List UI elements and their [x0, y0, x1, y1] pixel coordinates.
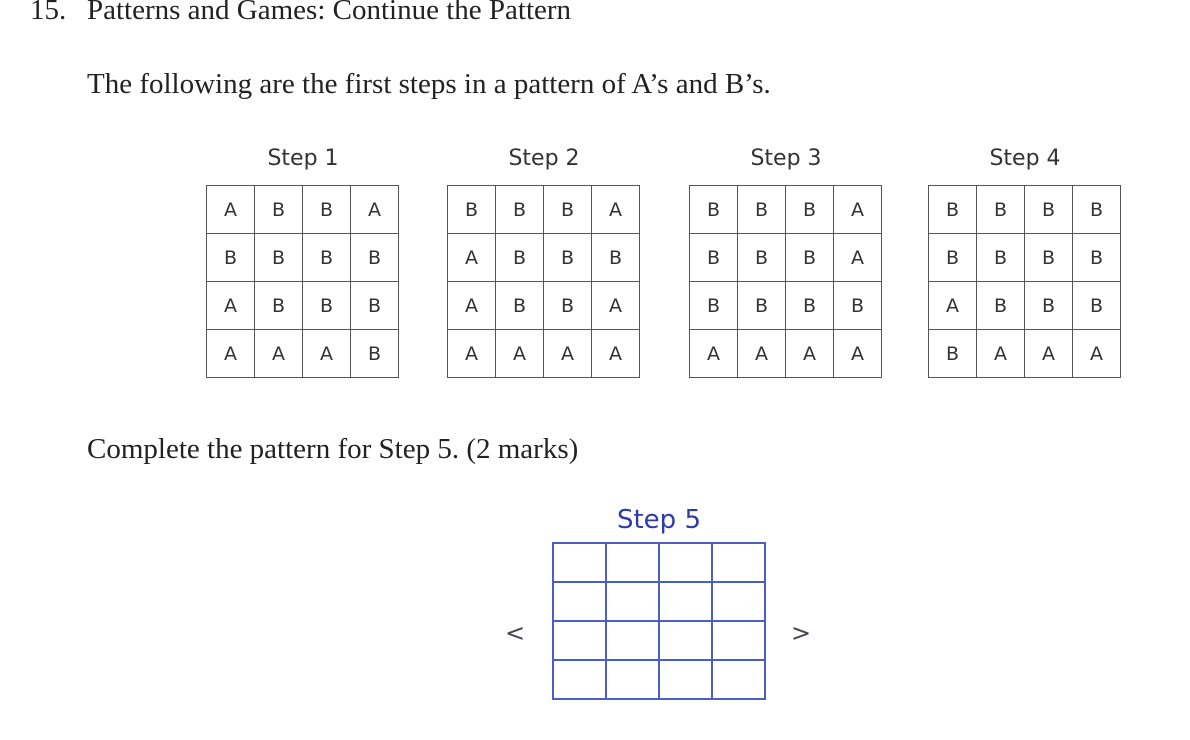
- grid-cell: B: [786, 282, 834, 330]
- grid-cell: B: [496, 186, 544, 234]
- grid-row: [929, 282, 1121, 330]
- answer-cell[interactable]: [553, 621, 606, 660]
- grid-cell: A: [496, 330, 544, 378]
- grid-cell: B: [1025, 186, 1073, 234]
- grid-cell: A: [929, 282, 977, 330]
- grid-cell: B: [448, 186, 496, 234]
- grid-row: [207, 330, 399, 378]
- grid-cell: A: [977, 330, 1025, 378]
- left-chevron-icon: <: [505, 619, 526, 647]
- grid-row: [929, 330, 1121, 378]
- grid-row: [448, 330, 640, 378]
- grid-cell: B: [544, 282, 592, 330]
- grid-cell: A: [592, 186, 640, 234]
- grid-cell: A: [738, 330, 786, 378]
- grid-cell: B: [351, 330, 399, 378]
- intro-text: The following are the first steps in a pattern of A’s and B’s.: [87, 68, 771, 100]
- grid-row: [207, 234, 399, 282]
- grid-cell: B: [1025, 282, 1073, 330]
- step-2-label: Step 2: [508, 146, 580, 171]
- grid-row: [448, 282, 640, 330]
- grid-cell: B: [351, 282, 399, 330]
- grid-cell: A: [834, 186, 882, 234]
- grid-cell: A: [786, 330, 834, 378]
- grid-cell: B: [738, 186, 786, 234]
- answer-cell[interactable]: [712, 582, 765, 621]
- grid-cell: B: [690, 186, 738, 234]
- grid-cell: B: [544, 234, 592, 282]
- grid-cell: B: [786, 234, 834, 282]
- grid-cell: B: [738, 234, 786, 282]
- grid-cell: B: [929, 186, 977, 234]
- answer-cell[interactable]: [553, 660, 606, 699]
- grid-cell: A: [448, 282, 496, 330]
- question-header: [30, 0, 571, 27]
- grid-cell: B: [592, 234, 640, 282]
- grid-cell: B: [303, 234, 351, 282]
- answer-cell[interactable]: [553, 543, 606, 582]
- grid-cell: B: [834, 282, 882, 330]
- grid-row: [553, 621, 765, 660]
- question-title: Patterns and Games: Continue the Pattern: [87, 0, 572, 26]
- right-chevron-icon: >: [791, 619, 812, 647]
- grid-row: [448, 186, 640, 234]
- step-5-label: Step 5: [616, 505, 701, 535]
- grid-cell: B: [303, 282, 351, 330]
- grid-cell: A: [448, 330, 496, 378]
- grid-cell: B: [255, 282, 303, 330]
- grid-cell: A: [207, 282, 255, 330]
- step-4-grid: [928, 185, 1121, 378]
- grid-cell: A: [303, 330, 351, 378]
- step-1-grid: [206, 185, 399, 378]
- answer-cell[interactable]: [659, 543, 712, 582]
- answer-cell[interactable]: [606, 543, 659, 582]
- grid-cell: B: [496, 282, 544, 330]
- step-4-label: Step 4: [989, 146, 1061, 171]
- grid-cell: B: [690, 234, 738, 282]
- answer-cell[interactable]: [553, 582, 606, 621]
- grid-cell: B: [929, 234, 977, 282]
- grid-row: [448, 234, 640, 282]
- grid-cell: A: [351, 186, 399, 234]
- grid-cell: A: [834, 234, 882, 282]
- question-number: 15.: [30, 0, 67, 26]
- grid-row: [553, 660, 765, 699]
- grid-cell: A: [207, 330, 255, 378]
- answer-cell[interactable]: [606, 621, 659, 660]
- grid-cell: A: [448, 234, 496, 282]
- grid-cell: B: [786, 186, 834, 234]
- grid-cell: B: [351, 234, 399, 282]
- grid-row: [690, 330, 882, 378]
- grid-cell: B: [303, 186, 351, 234]
- answer-cell[interactable]: [606, 660, 659, 699]
- step-5-answer-grid[interactable]: [552, 542, 766, 700]
- grid-cell: A: [544, 330, 592, 378]
- answer-cell[interactable]: [712, 621, 765, 660]
- grid-row: [207, 282, 399, 330]
- grid-cell: B: [977, 186, 1025, 234]
- grid-row: [553, 582, 765, 621]
- grid-cell: B: [929, 330, 977, 378]
- grid-cell: B: [1025, 234, 1073, 282]
- grid-cell: B: [977, 234, 1025, 282]
- grid-cell: B: [1073, 282, 1121, 330]
- grid-cell: B: [1073, 234, 1121, 282]
- grid-cell: B: [977, 282, 1025, 330]
- grid-row: [690, 234, 882, 282]
- grid-cell: A: [207, 186, 255, 234]
- grid-cell: A: [834, 330, 882, 378]
- grid-cell: B: [738, 282, 786, 330]
- grid-cell: A: [592, 330, 640, 378]
- answer-cell[interactable]: [659, 582, 712, 621]
- grid-cell: A: [1073, 330, 1121, 378]
- answer-cell[interactable]: [659, 660, 712, 699]
- instruction-text: Complete the pattern for Step 5. (2 marks): [87, 433, 579, 465]
- grid-cell: B: [255, 234, 303, 282]
- grid-row: [207, 186, 399, 234]
- grid-row: [929, 186, 1121, 234]
- grid-cell: A: [1025, 330, 1073, 378]
- grid-cell: A: [592, 282, 640, 330]
- step-3-grid: [689, 185, 882, 378]
- grid-row: [929, 234, 1121, 282]
- answer-cell[interactable]: [712, 660, 765, 699]
- grid-row: [690, 186, 882, 234]
- grid-row: [690, 282, 882, 330]
- grid-cell: B: [544, 186, 592, 234]
- step-1-label: Step 1: [267, 146, 339, 171]
- answer-cell[interactable]: [659, 621, 712, 660]
- grid-row: [553, 543, 765, 582]
- answer-cell[interactable]: [606, 582, 659, 621]
- step-2-grid: [447, 185, 640, 378]
- grid-cell: B: [1073, 186, 1121, 234]
- grid-cell: B: [496, 234, 544, 282]
- step-3-label: Step 3: [750, 146, 822, 171]
- grid-cell: A: [255, 330, 303, 378]
- grid-cell: B: [690, 282, 738, 330]
- grid-cell: A: [690, 330, 738, 378]
- grid-cell: B: [207, 234, 255, 282]
- answer-cell[interactable]: [712, 543, 765, 582]
- grid-cell: B: [255, 186, 303, 234]
